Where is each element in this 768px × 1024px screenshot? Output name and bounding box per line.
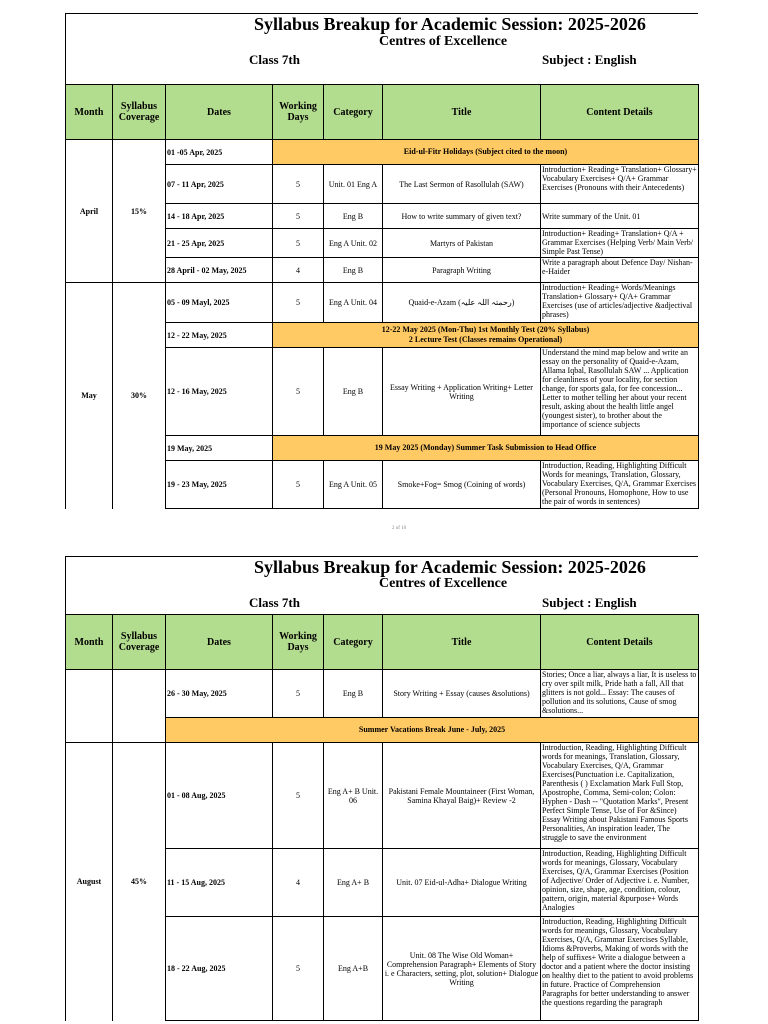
working-days-cell: 5: [273, 165, 324, 204]
col-month: Month: [66, 85, 113, 140]
col-dates: Dates: [166, 85, 273, 140]
category-cell: Eng B: [324, 670, 383, 718]
dates-cell: 01 - 08 Aug, 2025: [166, 743, 273, 849]
content-cell: [541, 743, 699, 849]
syllabus-sheet-1: [65, 13, 698, 509]
coverage-cell: 15%: [113, 140, 166, 283]
dates-cell: 21 - 25 Apr, 2025: [166, 229, 273, 258]
month-cell: [66, 670, 113, 743]
title-cell: The Last Sermon of Rasollulah (SAW): [383, 165, 541, 204]
content-text: Introduction, Reading, Highlighting Difficult words for meanings, Glossary, Vocabulary Exercises, Q/A, Grammar Exercises (Position of Adjective/ Order of Adjective i. e. Number, opinion, size, shape, age, condition, colour, pattern, origin, material &purpose+ Words Analogies: [542, 849, 690, 912]
working-days-cell: 5: [273, 348, 324, 436]
content-text: Introduction, Reading, Highlighting Difficult words for meanings, Glossary, Vocabulary Exercises, Q/A, Grammar Exercises Syllable, Idioms &Proverbs, Making of words with the help of suffixes+ Write a dialogue between a doctor and a patient where the doctor insisting on healthy diet to the patient to avoid problems in future. Practice of Comprehension Paragraphs for better understanding to answer the questions regarding the paragraph: [542, 917, 694, 1007]
category-cell: Eng A Unit. 05: [324, 461, 383, 509]
col-category: Category: [324, 615, 383, 670]
content-text: Introduction, Reading, Highlighting Difficult words for meanings, Translation, Glossary, Vocabulary Exercises, Q/A, Grammar Exercises(Punctuation i.e. Capitalization, Parenthesis ( ) Exclamation Mark Full Stop, Apostrophe, Comma, Semi-colon; Colon: Hyphen - Dash -- "Quotation Marks", Present Perfect Simple Tense, Use of For &Since) Essay Writing about Pakistani Famous Sports Personalities, An inspiration leader, The struggle to save the environment: [542, 743, 689, 842]
col-month: Month: [66, 615, 113, 670]
event-banner: Eid-ul-Fitr Holidays (Subject cited to the moon): [273, 140, 699, 165]
dates-cell: 05 - 09 Mayl, 2025: [166, 283, 273, 323]
month-cell: April: [66, 140, 113, 283]
month-cell: May: [66, 283, 113, 509]
content-cell: [541, 204, 699, 229]
content-cell: [541, 283, 699, 323]
dates-cell: 19 - 23 May, 2025: [166, 461, 273, 509]
table-header-row: [66, 615, 699, 670]
title-cell: How to write summary of given text?: [383, 204, 541, 229]
class-label: Class 7th: [249, 595, 300, 610]
working-days-cell: 5: [273, 229, 324, 258]
subject-label: Subject : English: [542, 52, 637, 67]
title-cell: Martyrs of Pakistan: [383, 229, 541, 258]
col-working-days: Working Days: [273, 615, 324, 670]
sheet-subtitle: Centres of Excellence: [379, 34, 508, 49]
title-cell: Unit. 07 Eid-ul-Adha+ Dialogue Writing: [383, 849, 541, 917]
sheet-title: Syllabus Breakup for Academic Session: 2025-2026: [254, 557, 646, 577]
col-coverage: Syllabus Coverage: [113, 615, 166, 670]
content-cell: [541, 229, 699, 258]
working-days-cell: 5: [273, 204, 324, 229]
category-cell: Eng A+B: [324, 917, 383, 1021]
event-banner: [273, 323, 699, 348]
title-cell: Quaid-e-Azam (رحمتہ اللہ علیہ): [383, 283, 541, 323]
content-cell: [541, 461, 699, 509]
coverage-cell: [113, 670, 166, 743]
title-cell: Story Writing + Essay (causes &solutions): [383, 670, 541, 718]
title-cell: Essay Writing + Application Writing+ Letter Writing: [383, 348, 541, 436]
table-row: [66, 140, 699, 165]
coverage-cell: 30%: [113, 283, 166, 509]
title-cell: Unit. 08 The Wise Old Woman+ Comprehension Paragraph+ Elements of Story i. e Characters, setting, plot, solution+ Dialogue Writing: [383, 917, 541, 1021]
working-days-cell: 5: [273, 743, 324, 849]
content-cell: [541, 670, 699, 718]
content-text: Write a paragraph about Defence Day/ Nishan-e-Haider: [542, 258, 693, 276]
dates-cell: 07 - 11 Apr, 2025: [166, 165, 273, 204]
title-cell: Smoke+Fog= Smog (Coining of words): [383, 461, 541, 509]
category-cell: Eng A+ B: [324, 849, 383, 917]
content-text: Introduction+ Reading+ Words/Meanings Translation+ Glossary+ Q/A+ Grammar Exercises (use of articles/adjective &adjectival phrases): [542, 283, 693, 319]
content-text: Introduction, Reading, Highlighting Difficult Words for meanings, Translation, Glossary, Vocabulary Exercises, Q/A, Grammar Exercises (Personal Pronouns, Homophone, How to use the pair of words in sentences): [542, 461, 697, 506]
dates-cell: 14 - 18 Apr, 2025: [166, 204, 273, 229]
dates-cell: 19 May, 2025: [166, 436, 273, 461]
table-row: [66, 283, 699, 323]
col-content: Content Details: [541, 615, 699, 670]
working-days-cell: 5: [273, 670, 324, 718]
dates-cell: 12 - 22 May, 2025: [166, 323, 273, 348]
col-category: Category: [324, 85, 383, 140]
category-cell: Eng B: [324, 258, 383, 283]
category-cell: Eng A Unit. 04: [324, 283, 383, 323]
content-text: Stories; Once a liar, always a liar, It is useless to cry over spilt milk, Pride hath a fall, All that glitters is not gold... Essay: The causes of pollution and its solutions, Cause of smog &solutions...: [542, 670, 697, 715]
category-cell: Eng A+ B Unit. 06: [324, 743, 383, 849]
syllabus-sheet-2: [65, 556, 698, 1021]
page-marker: 2 of 16: [392, 526, 407, 531]
col-working-days: Working Days: [273, 85, 324, 140]
table-row: [66, 670, 699, 718]
content-text: Introduction+ Reading+ Translation+ Q/A + Grammar Exercises (Helping Verb/ Main Verb/ Simple Past Tense): [542, 229, 693, 256]
event-banner: Summer Vacations Break June - July, 2025: [166, 718, 699, 743]
title-cell: Pakistani Female Mountaineer (First Woman, Samina Khayal Baig)+ Review -2: [383, 743, 541, 849]
content-text: Understand the mind map below and write an essay on the personality of Quaid-e-Azam, Allama Iqbal, Rasollulah SAW ... Application for cleanliness of your locality, for section change, for sports gala, for fee concession... Letter to mother telling her about your recent result, asking about the health little angel (youngest sister), to brother about the importance of science subjects: [542, 348, 689, 429]
category-cell: Unit. 01 Eng A: [324, 165, 383, 204]
syllabus-table: [65, 614, 699, 1021]
sheet-header: [65, 13, 698, 84]
category-cell: Eng B: [324, 204, 383, 229]
working-days-cell: 4: [273, 258, 324, 283]
sheet-subtitle: Centres of Excellence: [379, 576, 508, 591]
table-row: [66, 743, 699, 849]
coverage-cell: 45%: [113, 743, 166, 1021]
category-cell: Eng B: [324, 348, 383, 436]
event-line: 12-22 May 2025 (Mon-Thu) 1st Monthly Test (20% Syllabus): [381, 325, 590, 334]
dates-cell: 26 - 30 May, 2025: [166, 670, 273, 718]
subject-label: Subject : English: [542, 595, 637, 610]
dates-cell: 01 -05 Apr, 2025: [166, 140, 273, 165]
col-coverage: Syllabus Coverage: [113, 85, 166, 140]
col-title: Title: [383, 85, 541, 140]
content-cell: [541, 917, 699, 1021]
col-content: Content Details: [541, 85, 699, 140]
dates-cell: 12 - 16 May, 2025: [166, 348, 273, 436]
working-days-cell: 4: [273, 849, 324, 917]
event-line: 2 Lecture Test (Classes remains Operational): [408, 335, 563, 344]
category-cell: Eng A Unit. 02: [324, 229, 383, 258]
dates-cell: 28 April - 02 May, 2025: [166, 258, 273, 283]
class-label: Class 7th: [249, 52, 300, 67]
sheet-header: [65, 556, 698, 614]
col-dates: Dates: [166, 615, 273, 670]
content-cell: [541, 348, 699, 436]
content-text: Introduction+ Reading+ Translation+ Glossary+ Vocabulary Exercises+ Q/A+ Grammar Exercises (Pronouns with their Antecedents): [542, 165, 697, 192]
table-header-row: [66, 85, 699, 140]
working-days-cell: 5: [273, 461, 324, 509]
working-days-cell: 5: [273, 283, 324, 323]
month-cell: August: [66, 743, 113, 1021]
working-days-cell: 5: [273, 917, 324, 1021]
content-cell: [541, 165, 699, 204]
dates-cell: 18 - 22 Aug, 2025: [166, 917, 273, 1021]
col-title: Title: [383, 615, 541, 670]
dates-cell: 11 - 15 Aug, 2025: [166, 849, 273, 917]
content-cell: [541, 849, 699, 917]
sheet-title: Syllabus Breakup for Academic Session: 2025-2026: [254, 14, 646, 34]
content-cell: [541, 258, 699, 283]
syllabus-table: [65, 84, 699, 509]
title-cell: Paragraph Writing: [383, 258, 541, 283]
content-text: Write summary of the Unit. 01: [542, 211, 641, 221]
event-banner: 19 May 2025 (Monday) Summer Task Submission to Head Office: [273, 436, 699, 461]
